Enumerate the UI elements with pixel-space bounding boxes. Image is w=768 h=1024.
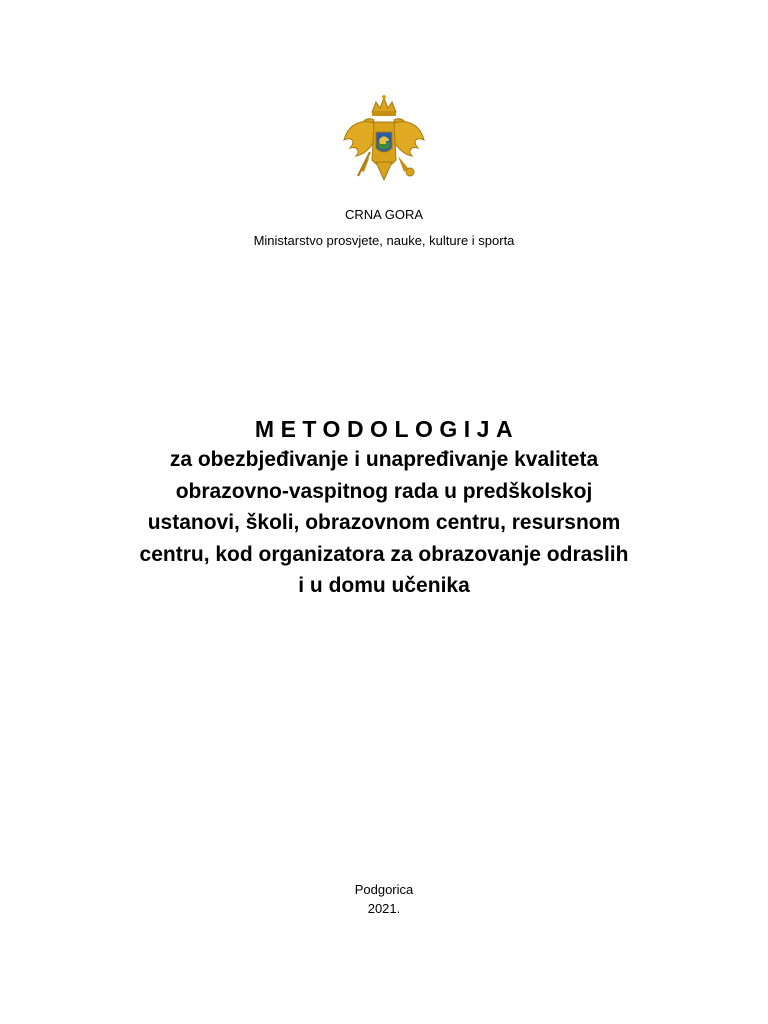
subtitle-line-3: ustanovi, školi, obrazovnom centru, resursnom bbox=[147, 511, 621, 534]
subtitle-line-5: i u domu učenika bbox=[298, 574, 470, 597]
subtitle-line-4: centru, kod organizatora za obrazovanje odraslih bbox=[139, 542, 629, 566]
subtitle-line-2: obrazovno-vaspitnog rada u predškolskoj bbox=[175, 479, 593, 503]
document-heading: METODOLOGIJA bbox=[254, 416, 520, 442]
publication-place: Podgorica bbox=[354, 882, 414, 897]
title-block bbox=[60, 414, 708, 602]
publication-year: 2021. bbox=[367, 901, 401, 916]
country-name: CRNA GORA bbox=[344, 207, 423, 222]
subtitle-line-1: za obezbjeđivanje i unapređivanje kvaliteta bbox=[169, 448, 599, 471]
montenegro-coat-of-arms-icon bbox=[334, 90, 434, 190]
ministry-name: Ministarstvo prosvjete, nauke, kulture i sporta bbox=[253, 233, 515, 248]
